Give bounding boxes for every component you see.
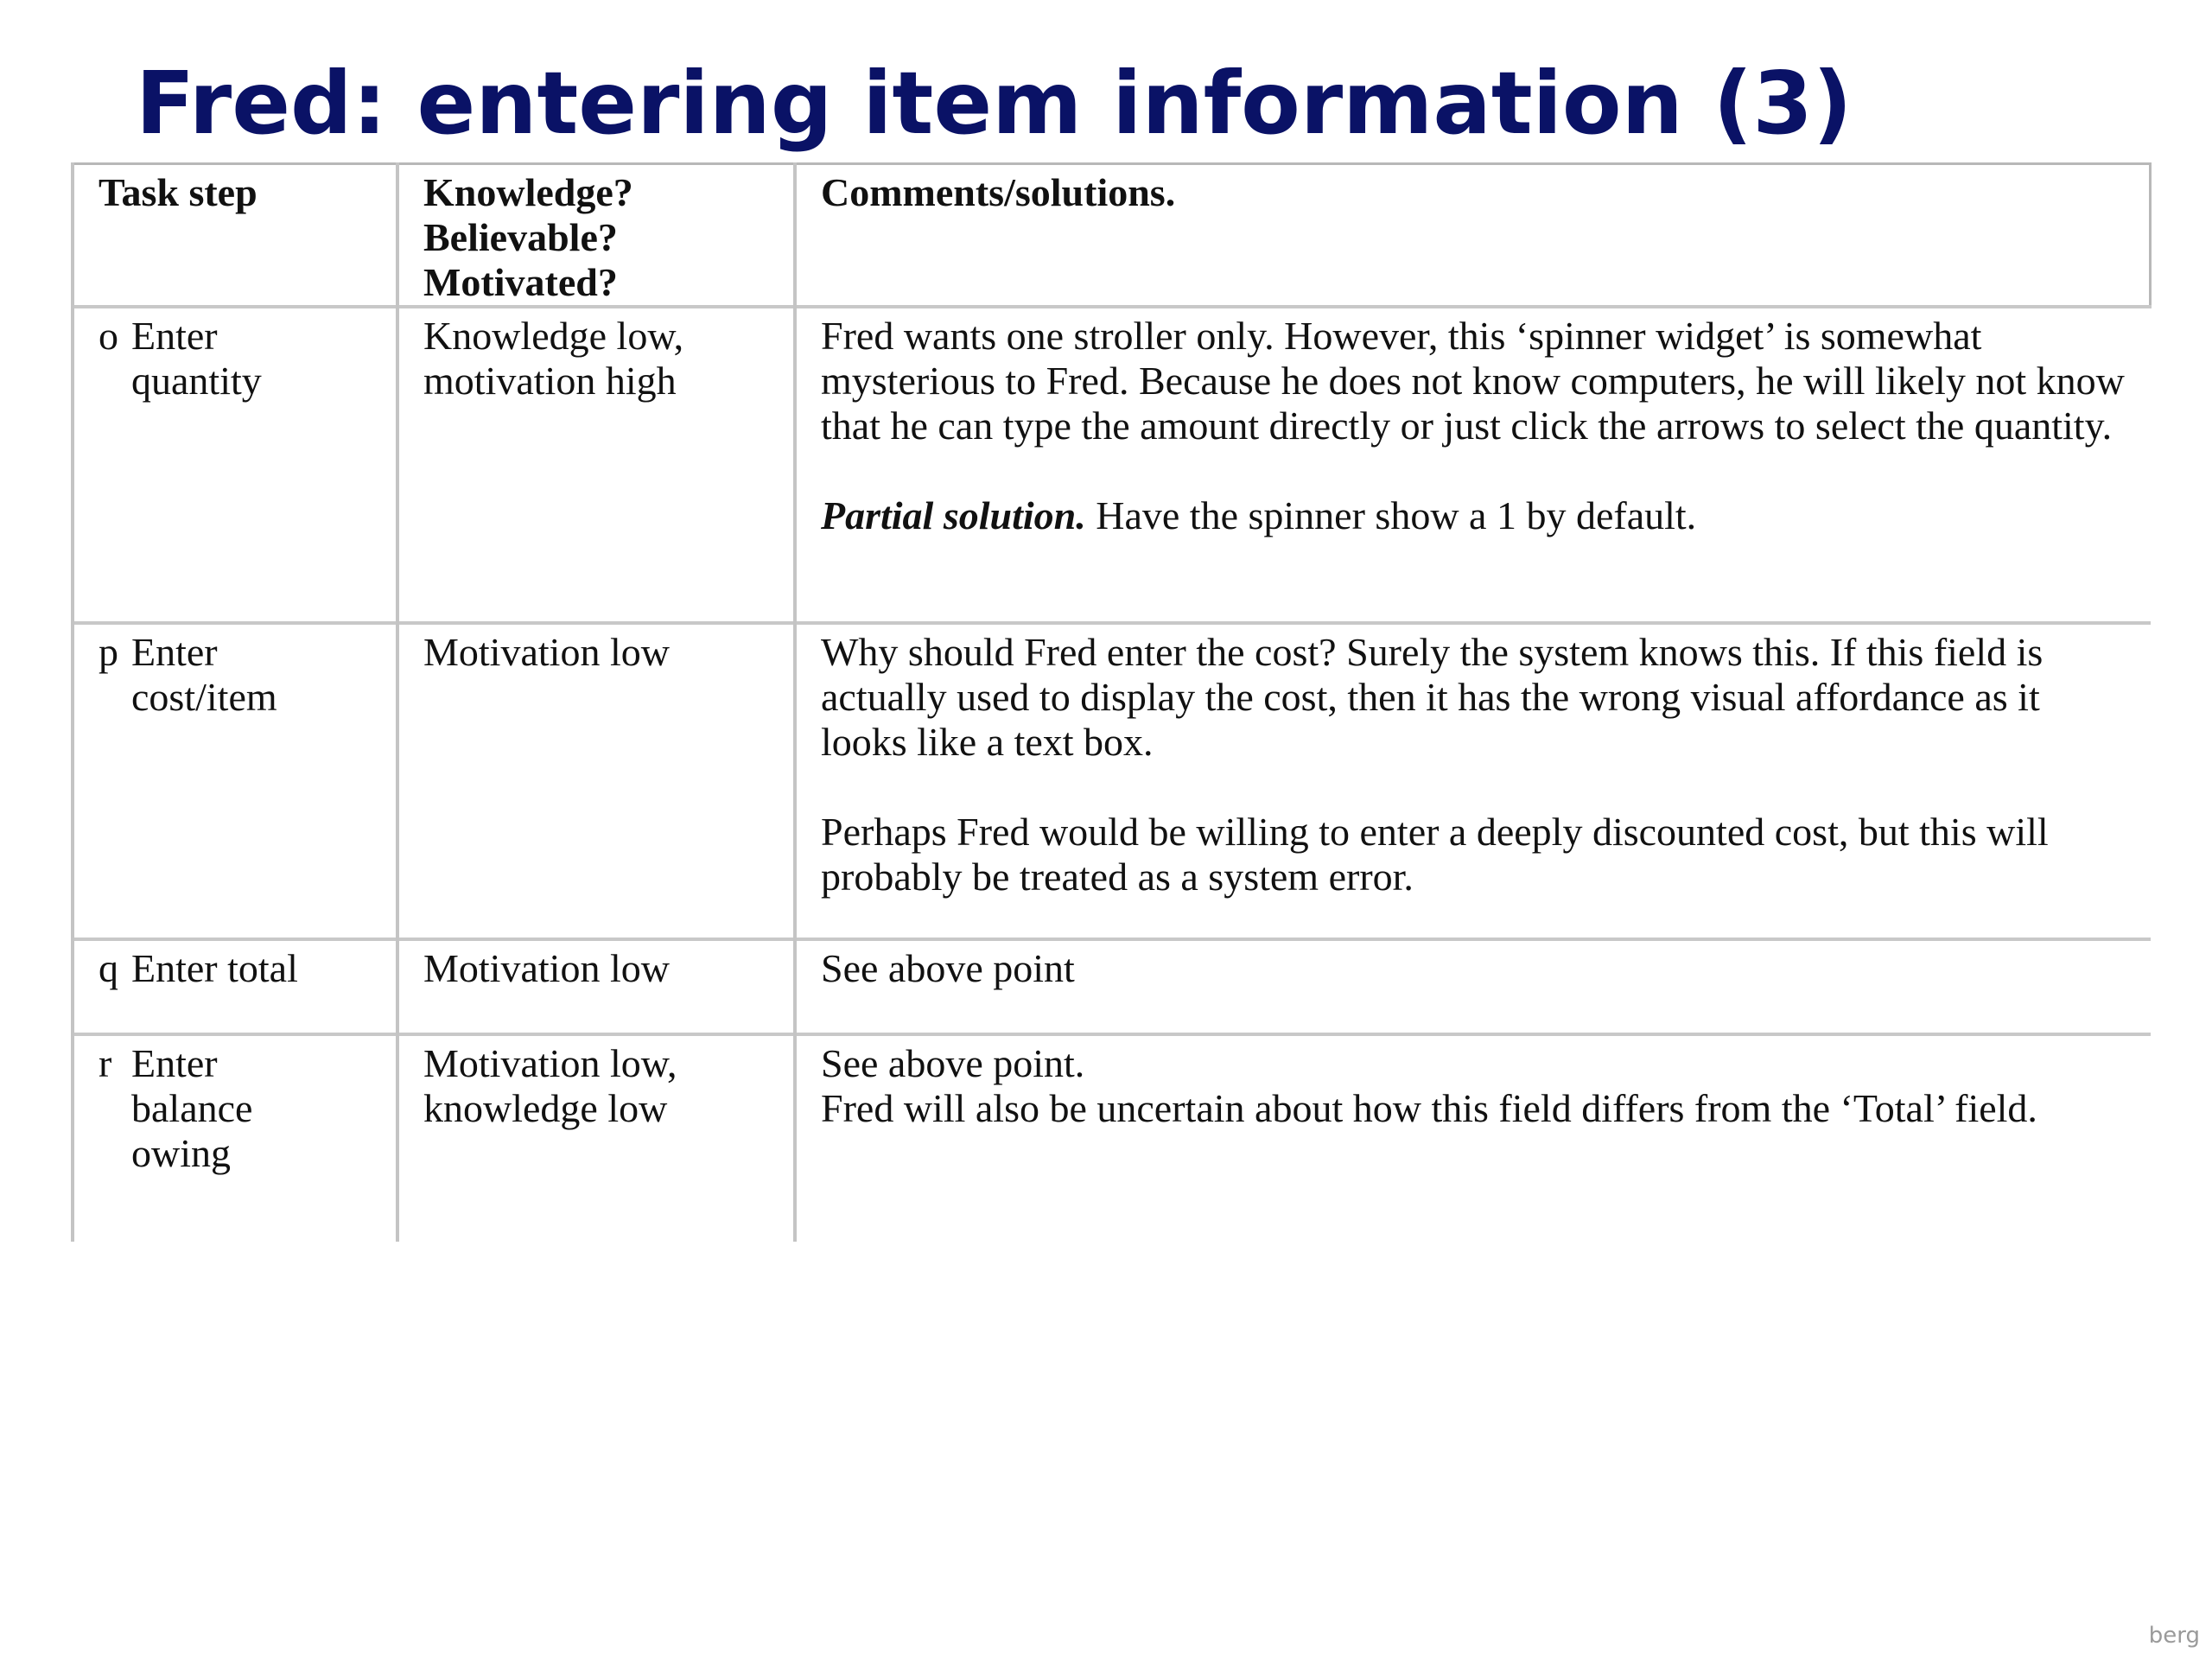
step-letter: q: [99, 946, 118, 990]
knowledge-cell: Motivation low: [397, 939, 795, 1034]
step-letter: p: [99, 630, 118, 674]
step-letter: o: [99, 314, 118, 358]
page-title: Fred: entering item information (3): [136, 53, 1853, 154]
task-step-cell: p Enter cost/item: [73, 623, 397, 939]
footer-author-text: berg: [2148, 1623, 2200, 1649]
table-header-row: [73, 164, 2151, 308]
task-step-cell: q Enter total: [73, 939, 397, 1034]
task-step-cell: r Enter balance owing: [73, 1034, 397, 1242]
partial-solution-text: Partial solution. Have the spinner show a 1 by default.: [821, 493, 1697, 537]
comments-cell: See above point: [795, 939, 2151, 1034]
task-table: [71, 162, 2152, 1242]
task-table-container: [71, 162, 2152, 1242]
header-task-step: Task step: [73, 164, 397, 308]
comments-cell: See above point. Fred will also be uncertain about how this field differs from the ‘Total’ field.: [795, 1034, 2151, 1242]
table-row: [73, 1034, 2151, 1242]
knowledge-cell: Motivation low, knowledge low: [397, 1034, 795, 1242]
header-knowledge: Knowledge? Believable? Motivated?: [397, 164, 795, 308]
header-comments: Comments/solutions.: [795, 164, 2151, 308]
comments-cell: Why should Fred enter the cost? Surely the system knows this. If this field is actually used to display the cost, then it has the wrong visual affordance as it looks like a text box. Perhaps Fred would be willing to enter a deeply discounted cost, but this will probably be treated as a system error.: [795, 623, 2151, 939]
step-letter: r: [99, 1041, 112, 1085]
table-row: [73, 939, 2151, 1034]
comments-cell: Fred wants one stroller only. However, this ‘spinner widget’ is somewhat mysterious to Fred. Because he does not know computers, he will likely not know that he can type the amount directly or just click the arrows to select the quantity. Partial solution. Have the spinner show a 1 by default.: [795, 307, 2151, 623]
knowledge-cell: Knowledge low, motivation high: [397, 307, 795, 623]
task-step-cell: o Enter quantity: [73, 307, 397, 623]
table-row: [73, 307, 2151, 623]
knowledge-cell: Motivation low: [397, 623, 795, 939]
table-row: [73, 623, 2151, 939]
